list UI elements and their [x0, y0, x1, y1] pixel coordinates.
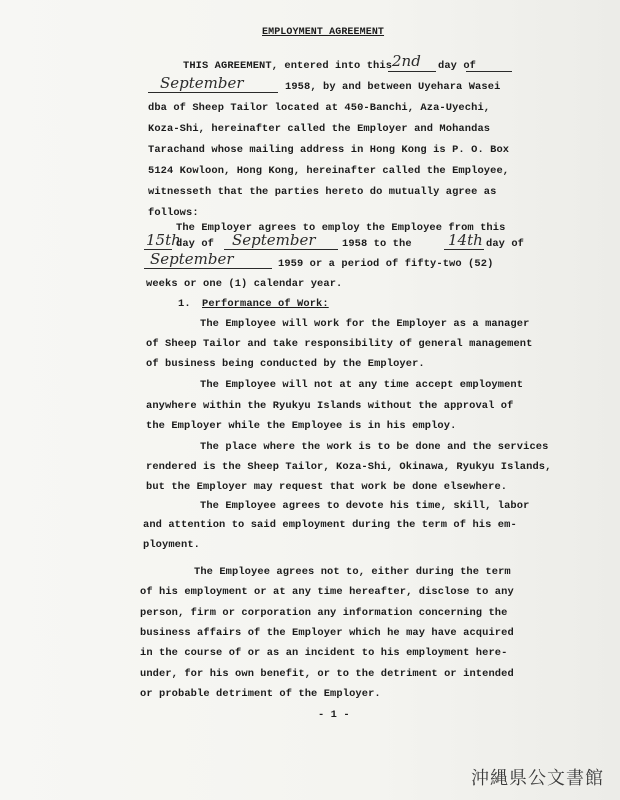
preamble-line-5: Tarachand whose mailing address in Hong Kong is P. O. Box — [148, 144, 510, 156]
preamble-line-4: Koza-Shi, hereinafter called the Employer and Mohandas — [148, 123, 491, 135]
body-line: anywhere within the Ryukyu Islands without the approval of — [146, 400, 514, 412]
section-heading: Performance of Work: — [202, 298, 329, 310]
archive-watermark: 沖縄県公文書館 — [471, 768, 604, 789]
month-blank-line — [148, 92, 278, 93]
body-line: of Sheep Tailor and take responsibility of general management — [146, 338, 533, 350]
body-line: person, firm or corporation any information concerning the — [140, 607, 508, 619]
term-line-1: The Employer agrees to employ the Employee from this — [176, 222, 506, 234]
body-line: under, for his own benefit, or to the detriment or intended — [140, 668, 514, 680]
handwritten-end-day: 14th — [448, 231, 483, 249]
body-line: and attention to said employment during the term of his em- — [143, 519, 517, 531]
term-line-2b: 1958 to the — [342, 238, 412, 250]
body-line: ployment. — [143, 539, 201, 551]
start-month-blank-line — [224, 249, 338, 250]
page-number: - 1 - — [318, 709, 350, 721]
body-line: in the course of or as an incident to his employment here- — [140, 647, 508, 659]
handwritten-day: 2nd — [392, 52, 421, 70]
body-line: of business being conducted by the Employer. — [146, 358, 425, 370]
preamble-line-2b: 1958, by and between Uyehara Wasei — [285, 81, 501, 93]
preamble-line-7: witnesseth that the parties hereto do mutually agree as — [148, 186, 497, 198]
body-line: rendered is the Sheep Tailor, Koza-Shi, Okinawa, Ryukyu Islands, — [146, 461, 552, 473]
body-line: The place where the work is to be done and the services — [200, 441, 549, 453]
day-of-blank-line — [466, 71, 512, 72]
body-line: The Employee agrees not to, either during the term — [194, 566, 511, 578]
body-line: The Employee will not at any time accept employment — [200, 379, 524, 391]
body-line: of his employment or at any time hereafter, disclose to any — [140, 586, 514, 598]
preamble-line-1a: THIS AGREEMENT, entered into this — [183, 60, 393, 72]
section-number: 1. — [178, 298, 191, 310]
body-line: The Employee agrees to devote his time, skill, labor — [200, 500, 530, 512]
handwritten-start-day: 15th — [146, 231, 181, 249]
body-line: The Employee will work for the Employer as a manager — [200, 318, 530, 330]
preamble-line-6: 5124 Kowloon, Hong Kong, hereinafter called the Employee, — [148, 165, 510, 177]
handwritten-month: September — [160, 74, 244, 92]
term-line-2c: day of — [486, 238, 525, 250]
document-title: EMPLOYMENT AGREEMENT — [262, 27, 385, 38]
preamble-line-8: follows: — [148, 207, 199, 219]
body-line: business affairs of the Employer which he may have acquired — [140, 627, 514, 639]
end-month-blank-line — [144, 268, 272, 269]
term-line-4: weeks or one (1) calendar year. — [146, 278, 343, 290]
handwritten-start-month: September — [232, 231, 316, 249]
body-line: or probable detriment of the Employer. — [140, 688, 381, 700]
handwritten-end-month: September — [150, 250, 234, 268]
preamble-line-3: dba of Sheep Tailor located at 450-Banchi, Aza-Uyechi, — [148, 102, 491, 114]
term-line-2a: day of — [176, 238, 215, 250]
day-blank-line — [388, 71, 436, 72]
body-line: the Employer while the Employee is in his employ. — [146, 420, 457, 432]
body-line: but the Employer may request that work be done elsewhere. — [146, 481, 508, 493]
end-day-blank-line — [444, 249, 484, 250]
preamble-line-1b: day of — [438, 60, 477, 72]
term-line-3b: 1959 or a period of fifty-two (52) — [278, 258, 494, 270]
